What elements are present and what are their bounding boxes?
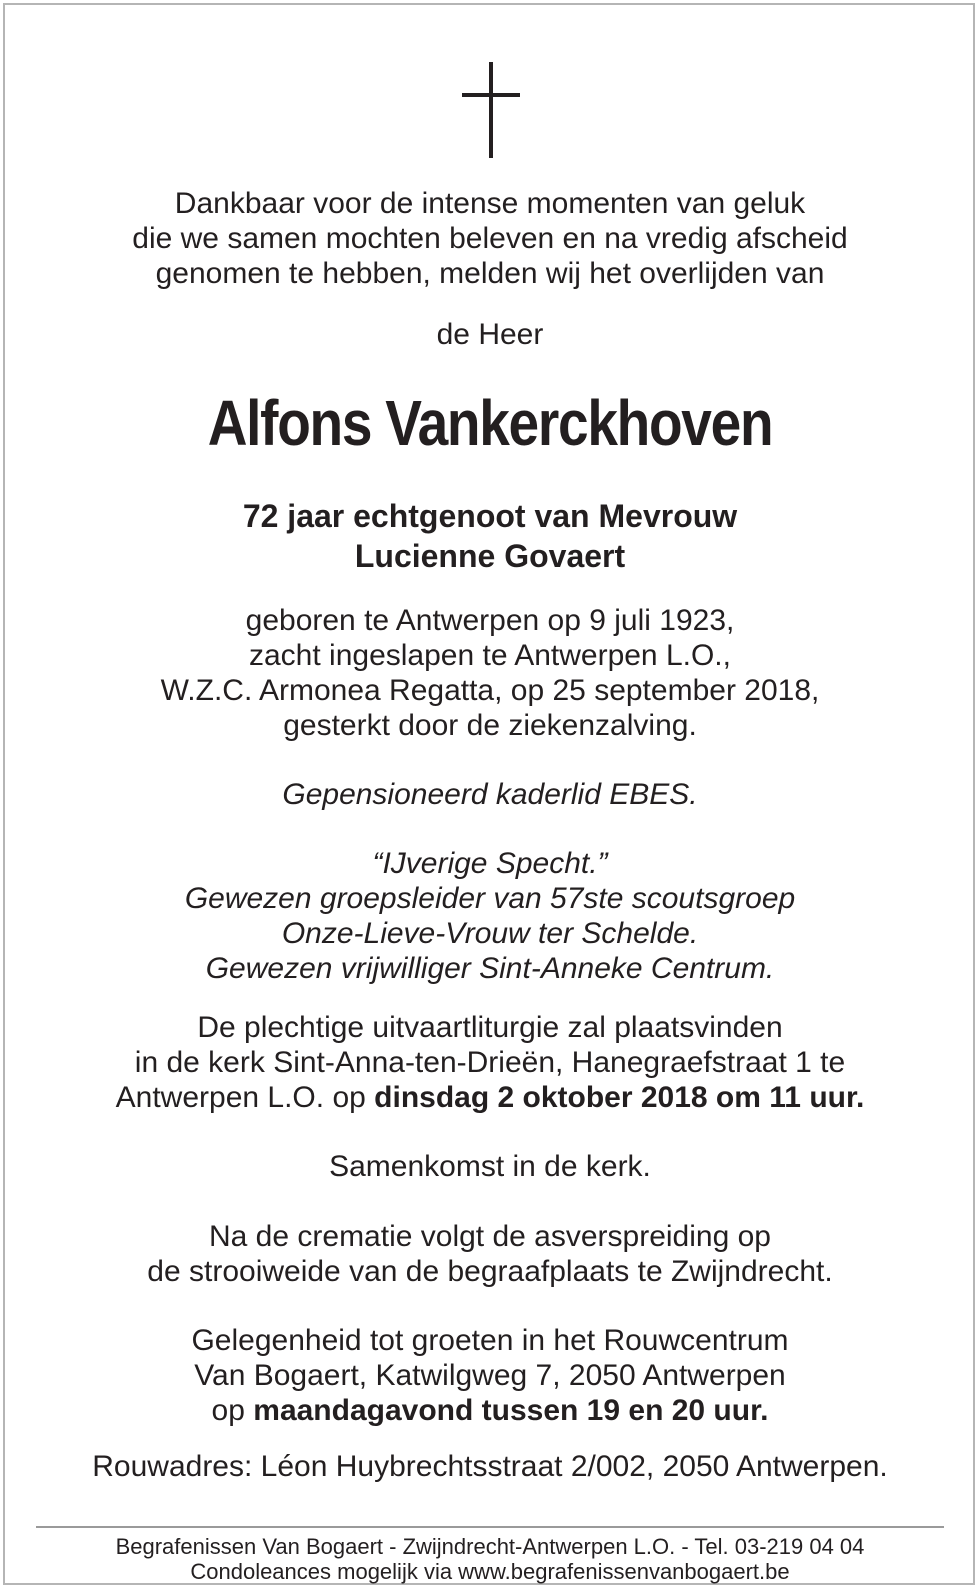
visitation-line-3 — [0, 1393, 980, 1428]
birth-death-line-1: geboren te Antwerpen op 9 juli 1923, — [245, 604, 735, 637]
scouting-line-1: “IJverige Specht.” — [372, 847, 608, 880]
occupation: Gepensioneerd kaderlid EBES. — [282, 778, 698, 811]
scouting-line-2: Gewezen groepsleider van 57ste scoutsgroep — [184, 882, 796, 915]
liturgy-line-3 — [0, 1080, 980, 1115]
cremation-line-2: de strooiweide van de begraafplaats te Zwijndrecht. — [147, 1255, 833, 1288]
gathering: Samenkomst in de kerk. — [329, 1150, 651, 1183]
visitation-line-2: Van Bogaert, Katwilgweg 7, 2050 Antwerpen — [194, 1359, 786, 1392]
visitation-line-1: Gelegenheid tot groeten in het Rouwcentrum — [191, 1324, 789, 1357]
birth-death-line-3: W.Z.C. Armonea Regatta, op 25 september 2018, — [160, 674, 820, 707]
salutation: de Heer — [436, 318, 544, 351]
spouse-line-1: 72 jaar echtgenoot van Mevrouw — [242, 498, 738, 534]
scouting-line-4: Gewezen vrijwilliger Sint-Anneke Centrum. — [205, 952, 775, 985]
footer-condolences: Condoleances mogelijk via www.begrafenissenvanbogaert.be — [190, 1559, 790, 1584]
birth-death-line-2: zacht ingeslapen te Antwerpen L.O., — [249, 639, 731, 672]
liturgy-date-time: dinsdag 2 oktober 2018 om 11 uur. — [374, 1081, 865, 1114]
liturgy-line-2: in de kerk Sint-Anna-ten-Drieën, Hanegraefstraat 1 te — [134, 1046, 846, 1079]
spouse-line-2: Lucienne Govaert — [354, 538, 626, 574]
deceased-name: Alfons Vankerckhoven — [207, 387, 773, 459]
birth-death-line-4: gesterkt door de ziekenzalving. — [283, 709, 697, 742]
intro-line-2: die we samen mochten beleven en na vredig afscheid — [132, 222, 848, 255]
liturgy-line-1: De plechtige uitvaartliturgie zal plaatsvinden — [197, 1011, 783, 1044]
visitation-prefix: op — [211, 1394, 254, 1427]
intro-line-1: Dankbaar voor de intense momenten van geluk — [174, 187, 806, 220]
footer-funeral-home: Begrafenissen Van Bogaert - Zwijndrecht-Antwerpen L.O. - Tel. 03-219 04 04 — [115, 1534, 865, 1559]
scouting-line-3: Onze-Lieve-Vrouw ter Schelde. — [281, 917, 699, 950]
visitation-time: maandagavond tussen 19 en 20 uur. — [253, 1394, 769, 1427]
cremation-line-1: Na de crematie volgt de asverspreiding op — [209, 1220, 771, 1253]
cross-icon — [462, 62, 520, 158]
intro-line-3: genomen te hebben, melden wij het overlijden van — [155, 257, 825, 290]
footer-divider — [36, 1526, 944, 1528]
home-address: Rouwadres: Léon Huybrechtsstraat 2/002, 2050 Antwerpen. — [92, 1450, 888, 1483]
liturgy-location-text: Antwerpen L.O. op — [115, 1081, 375, 1114]
